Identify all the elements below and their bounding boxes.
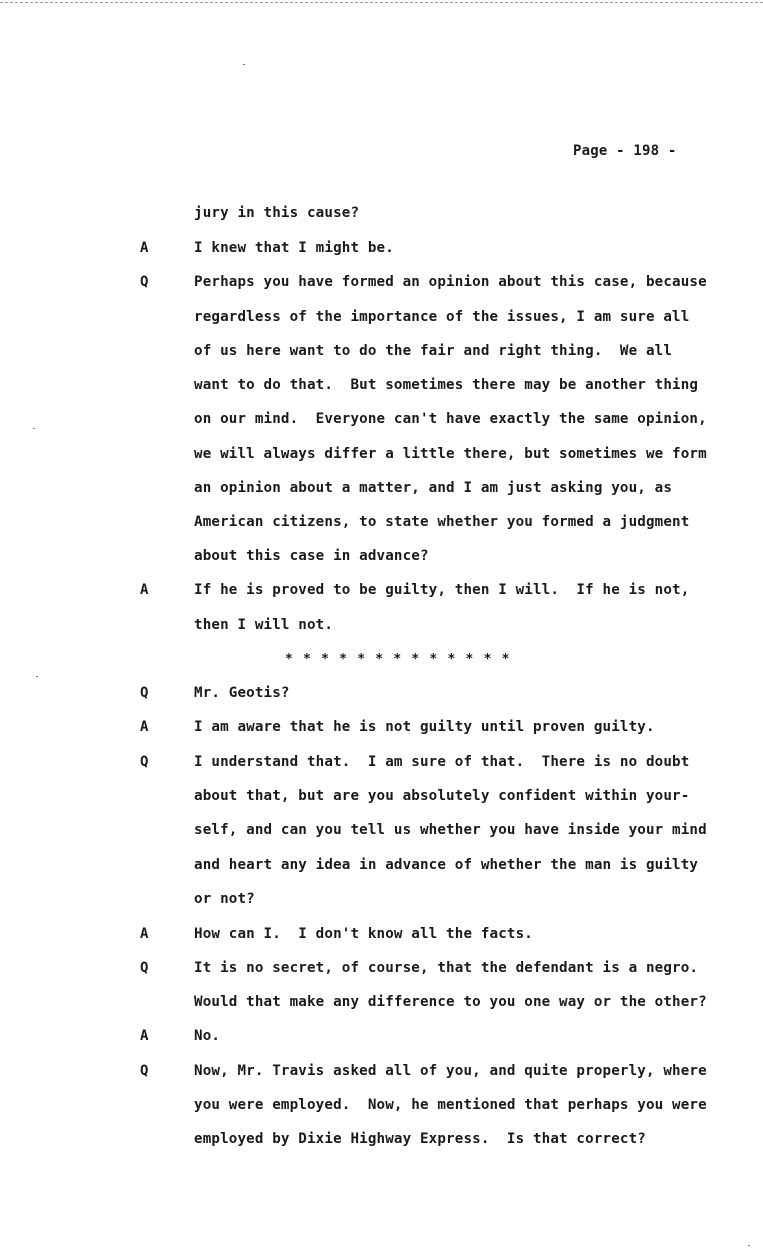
speaker-marker: A [140, 719, 149, 735]
speaker-marker: A [140, 926, 149, 942]
transcript-line: jury in this cause? [194, 205, 360, 221]
speaker-marker: A [140, 240, 149, 256]
transcript-line: It is no secret, of course, that the defendant is a negro. [194, 960, 699, 976]
transcript-line: I knew that I might be. [194, 240, 394, 256]
page-top-edge [0, 2, 763, 3]
speaker-marker: A [140, 582, 149, 598]
scan-speck [748, 1245, 750, 1246]
speaker-marker: Q [140, 274, 149, 290]
section-separator: * * * * * * * * * * * * * [285, 652, 511, 667]
transcript-line: and heart any idea in advance of whether the man is guilty [194, 857, 699, 873]
transcript-line: then I will not. [194, 617, 334, 633]
transcript-line: regardless of the importance of the issues, I am sure all [194, 309, 690, 325]
scan-speck [243, 64, 245, 65]
transcript-line: American citizens, to state whether you formed a judgment [194, 514, 690, 530]
transcript-line: you were employed. Now, he mentioned that perhaps you were [194, 1097, 707, 1113]
transcript-line: If he is proved to be guilty, then I will. If he is not, [194, 582, 690, 598]
transcript-line: on our mind. Everyone can't have exactly the same opinion, [194, 411, 707, 427]
transcript-line: How can I. I don't know all the facts. [194, 926, 533, 942]
transcript-line: or not? [194, 891, 255, 907]
transcript-line: Perhaps you have formed an opinion about this case, because [194, 274, 707, 290]
transcript-line: I am aware that he is not guilty until proven guilty. [194, 719, 655, 735]
page-number: Page - 198 - [573, 143, 677, 159]
transcript-line: No. [194, 1028, 221, 1044]
transcript-line: want to do that. But sometimes there may be another thing [194, 377, 699, 393]
transcript-line: Would that make any difference to you one way or the other? [194, 994, 707, 1010]
transcript-line: of us here want to do the fair and right thing. We all [194, 343, 673, 359]
scan-speck [33, 428, 35, 429]
transcript-line: we will always differ a little there, but sometimes we form [194, 446, 707, 462]
speaker-marker: A [140, 1028, 149, 1044]
transcript-line: about that, but are you absolutely confident within your- [194, 788, 690, 804]
transcript-line: self, and can you tell us whether you have inside your mind [194, 822, 707, 838]
scan-speck [36, 676, 38, 677]
speaker-marker: Q [140, 1063, 149, 1079]
transcript-line: Now, Mr. Travis asked all of you, and quite properly, where [194, 1063, 707, 1079]
transcript-line: an opinion about a matter, and I am just asking you, as [194, 480, 673, 496]
transcript-line: employed by Dixie Highway Express. Is that correct? [194, 1131, 646, 1147]
speaker-marker: Q [140, 685, 149, 701]
speaker-marker: Q [140, 960, 149, 976]
transcript-line: I understand that. I am sure of that. There is no doubt [194, 754, 690, 770]
transcript-line: Mr. Geotis? [194, 685, 290, 701]
transcript-line: about this case in advance? [194, 548, 429, 564]
speaker-marker: Q [140, 754, 149, 770]
